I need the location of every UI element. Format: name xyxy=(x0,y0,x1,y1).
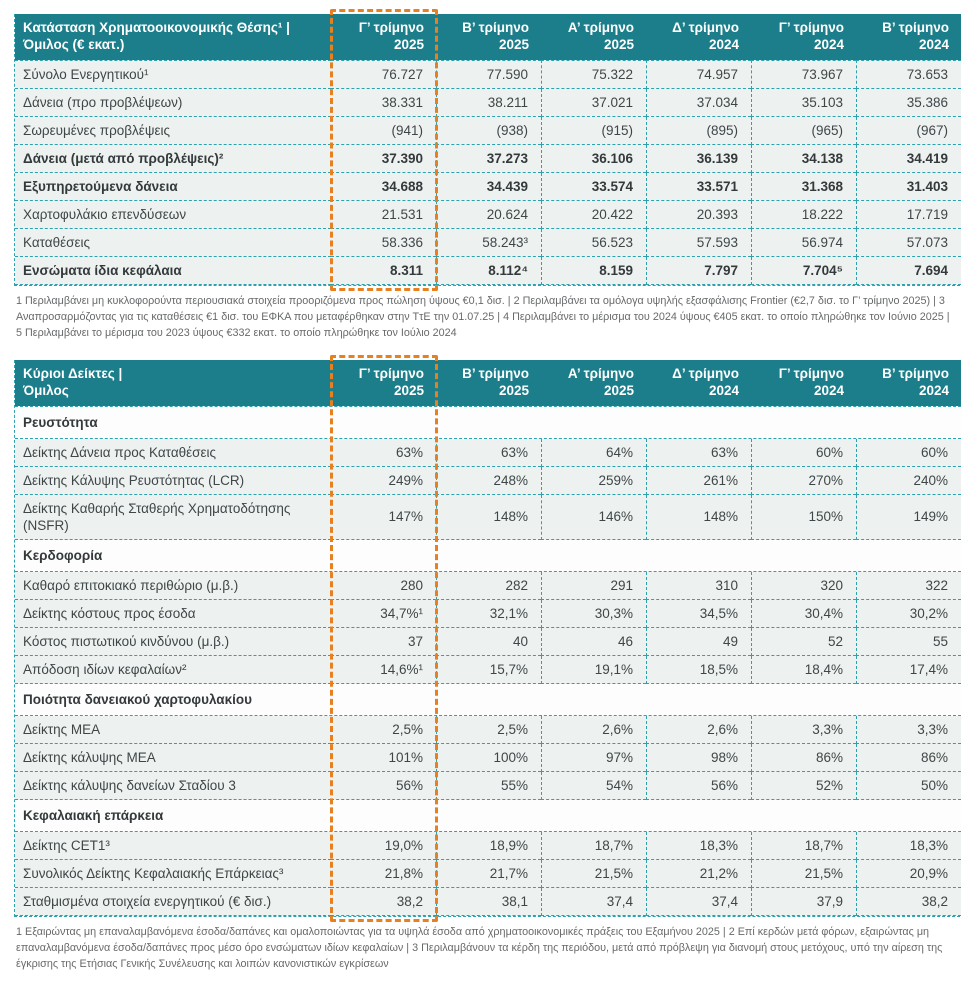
table-row xyxy=(15,117,961,145)
section-row xyxy=(15,540,961,572)
value-cell: 270% xyxy=(751,467,856,495)
table-row xyxy=(15,572,961,600)
value-cell: 147% xyxy=(331,495,436,540)
row-label: Δάνεια (προ προβλέψεων) xyxy=(15,89,331,117)
column-period: Β’ τρίμηνο xyxy=(462,365,529,381)
table-title-line1: Κατάσταση Χρηματοοικονομικής Θέσης¹ | xyxy=(23,20,290,35)
value-cell: (965) xyxy=(751,117,856,145)
value-cell: 38.331 xyxy=(331,89,436,117)
table-row xyxy=(15,860,961,888)
table-row xyxy=(15,439,961,467)
column-header xyxy=(541,360,646,406)
value-cell: 240% xyxy=(856,467,961,495)
value-cell: 49 xyxy=(646,628,751,656)
table-header xyxy=(15,14,961,60)
value-cell: 54% xyxy=(541,772,646,800)
row-label: Δείκτης CET1³ xyxy=(15,832,331,860)
value-cell: (967) xyxy=(856,117,961,145)
row-label: Δείκτης ΜΕΑ xyxy=(15,716,331,744)
value-cell: 2,6% xyxy=(646,716,751,744)
column-year: 2025 xyxy=(603,382,634,398)
column-period: Α’ τρίμηνο xyxy=(567,365,634,381)
column-header xyxy=(646,360,751,406)
value-cell: 97% xyxy=(541,744,646,772)
value-cell: 55 xyxy=(856,628,961,656)
value-cell: 64% xyxy=(541,439,646,467)
value-cell: 2,5% xyxy=(331,716,436,744)
value-cell: 261% xyxy=(646,467,751,495)
column-period: Γ’ τρίμηνο xyxy=(358,365,424,381)
column-year: 2024 xyxy=(813,382,844,398)
value-cell: 17,4% xyxy=(856,656,961,684)
value-cell: 18,5% xyxy=(646,656,751,684)
value-cell: 20.422 xyxy=(541,201,646,229)
column-period: Δ’ τρίμηνο xyxy=(672,20,739,35)
header-row xyxy=(15,360,961,406)
value-cell: 34,7%¹ xyxy=(331,600,436,628)
column-year: 2025 xyxy=(498,382,529,398)
table-row xyxy=(15,89,961,117)
section-row xyxy=(15,800,961,832)
value-cell: 2,5% xyxy=(436,716,541,744)
row-label: Δείκτης Δάνεια προς Καταθέσεις xyxy=(15,439,331,467)
table-row xyxy=(15,173,961,201)
value-cell: 282 xyxy=(436,572,541,600)
value-cell: 37.021 xyxy=(541,89,646,117)
value-cell: 21,2% xyxy=(646,860,751,888)
value-cell: 2,6% xyxy=(541,716,646,744)
key-ratios-grid xyxy=(15,360,961,916)
value-cell: 37 xyxy=(331,628,436,656)
column-year: 2024 xyxy=(708,37,739,52)
value-cell: 20.393 xyxy=(646,201,751,229)
column-period: Δ’ τρίμηνο xyxy=(672,365,739,381)
value-cell: 100% xyxy=(436,744,541,772)
row-label: Συνολικός Δείκτης Κεφαλαιακής Επάρκειας³ xyxy=(15,860,331,888)
value-cell: 52% xyxy=(751,772,856,800)
value-cell: 52 xyxy=(751,628,856,656)
value-cell: 77.590 xyxy=(436,60,541,89)
value-cell: 37,9 xyxy=(751,888,856,916)
table-row xyxy=(15,656,961,684)
value-cell: 63% xyxy=(331,439,436,467)
value-cell: 35.103 xyxy=(751,89,856,117)
financial-position-section xyxy=(14,14,960,342)
table-row xyxy=(15,229,961,257)
table-row xyxy=(15,628,961,656)
financial-position-grid xyxy=(15,14,961,285)
value-cell: 73.967 xyxy=(751,60,856,89)
value-cell: 320 xyxy=(751,572,856,600)
value-cell: 17.719 xyxy=(856,201,961,229)
key-ratios-section xyxy=(14,360,960,973)
value-cell: 101% xyxy=(331,744,436,772)
value-cell: 7.797 xyxy=(646,257,751,285)
value-cell: 32,1% xyxy=(436,600,541,628)
value-cell: 30,3% xyxy=(541,600,646,628)
value-cell: 30,4% xyxy=(751,600,856,628)
value-cell: 86% xyxy=(856,744,961,772)
value-cell: 20.624 xyxy=(436,201,541,229)
column-period: Β’ τρίμηνο xyxy=(882,365,949,381)
value-cell: 75.322 xyxy=(541,60,646,89)
financial-position-footnote: 1 Περιλαμβάνει μη κυκλοφορούντα περιουσιακά στοιχεία προοριζόμενα προς πώληση ύψους €0,1 δισ. | 2 Περιλαμβάνει τα ομόλογα υψηλής εξασφάλισης Frontier (€2,7 δισ. το Γ’ τρίμηνο 2025) | 3 Αναπροσαρμόζοντας για τις καταθέσεις €1 δισ. του ΕΦΚΑ που μεταφέρθηκαν στην ΤτΕ την 01.07.25 | 4 Περιλαμβάνει το μέρισμα του 2024 ύψους €405 εκατ. το οποίο πληρώθηκε τον Ιούνιο 2025 | 5 Περιλαμβάνει το μέρισμα του 2023 ύψους €332 εκατ. το οποίο πληρώθηκε τον Ιούλιο 2024 xyxy=(16,295,950,340)
value-cell: 30,2% xyxy=(856,600,961,628)
column-year: 2024 xyxy=(918,382,949,398)
value-cell: 50% xyxy=(856,772,961,800)
column-header xyxy=(436,360,541,406)
value-cell: 310 xyxy=(646,572,751,600)
value-cell: 291 xyxy=(541,572,646,600)
row-label: Καθαρό επιτοκιακό περιθώριο (μ.β.) xyxy=(15,572,331,600)
value-cell: 58.336 xyxy=(331,229,436,257)
value-cell: 56.523 xyxy=(541,229,646,257)
row-label: Δείκτης κόστους προς έσοδα xyxy=(15,600,331,628)
value-cell: 57.073 xyxy=(856,229,961,257)
value-cell: (938) xyxy=(436,117,541,145)
value-cell: 150% xyxy=(751,495,856,540)
value-cell: 18,3% xyxy=(856,832,961,860)
column-year: 2025 xyxy=(393,37,424,52)
value-cell: 37,4 xyxy=(646,888,751,916)
value-cell: 259% xyxy=(541,467,646,495)
value-cell: 38,2 xyxy=(856,888,961,916)
value-cell: 76.727 xyxy=(331,60,436,89)
value-cell: 34,5% xyxy=(646,600,751,628)
value-cell: 34.138 xyxy=(751,145,856,173)
row-label: Δείκτης κάλυψης ΜΕΑ xyxy=(15,744,331,772)
row-label: Κόστος πιστωτικού κινδύνου (μ.β.) xyxy=(15,628,331,656)
row-label: Σωρευμένες προβλέψεις xyxy=(15,117,331,145)
table-title-line2: Όμιλος (€ εκατ.) xyxy=(23,37,125,52)
section-row xyxy=(15,684,961,716)
value-cell: 56% xyxy=(646,772,751,800)
row-label: Απόδοση ιδίων κεφαλαίων² xyxy=(15,656,331,684)
value-cell: 35.386 xyxy=(856,89,961,117)
column-header xyxy=(856,360,961,406)
column-year: 2024 xyxy=(813,37,844,52)
value-cell: 7.704⁵ xyxy=(751,257,856,285)
table-row xyxy=(15,467,961,495)
column-header xyxy=(751,14,856,60)
value-cell: 146% xyxy=(541,495,646,540)
table-row xyxy=(15,772,961,800)
table-row xyxy=(15,145,961,173)
value-cell: (915) xyxy=(541,117,646,145)
value-cell: 3,3% xyxy=(856,716,961,744)
value-cell: 60% xyxy=(856,439,961,467)
value-cell: 56% xyxy=(331,772,436,800)
table-body xyxy=(15,406,961,916)
table-row xyxy=(15,600,961,628)
column-header xyxy=(331,360,436,406)
table-row xyxy=(15,716,961,744)
row-label: Καταθέσεις xyxy=(15,229,331,257)
key-ratios-footnote: 1 Εξαιρώντας μη επαναλαμβανόμενα έσοδα/δαπάνες και ομαλοποιώντας για τα υψηλά έσοδα από χρηματοοικονομικές πράξεις του Εξαμήνου 2025 | 2 Επί κερδών μετά φόρων, εξαιρώντας μη επαναλαμβανόμενα έσοδα/δαπάνες προς μέσο όρο ενσώματων ιδίων κεφαλαίων | 3 Περιλαμβάνουν τα κέρδη της περιόδου, μετά από πρόβλεψη για διανομή στους μετόχους, υπό την αίρεση της έγκρισης της Ετήσιας Γενικής Συνέλευσης και λοιπών κανονιστικών εγκρίσεων xyxy=(16,925,943,970)
row-label: Δείκτης κάλυψης δανείων Σταδίου 3 xyxy=(15,772,331,800)
value-cell: 248% xyxy=(436,467,541,495)
value-cell: 34.419 xyxy=(856,145,961,173)
table-title xyxy=(15,360,331,406)
value-cell: 21,8% xyxy=(331,860,436,888)
table-body xyxy=(15,60,961,285)
value-cell: 18,7% xyxy=(751,832,856,860)
value-cell: (895) xyxy=(646,117,751,145)
row-label: Δείκτης Κάλυψης Ρευστότητας (LCR) xyxy=(15,467,331,495)
value-cell: 74.957 xyxy=(646,60,751,89)
value-cell: 56.974 xyxy=(751,229,856,257)
value-cell: 14,6%¹ xyxy=(331,656,436,684)
table-row xyxy=(15,201,961,229)
value-cell: 98% xyxy=(646,744,751,772)
value-cell: 3,3% xyxy=(751,716,856,744)
value-cell: 37.273 xyxy=(436,145,541,173)
table-header xyxy=(15,360,961,406)
value-cell: 37.034 xyxy=(646,89,751,117)
table-row xyxy=(15,888,961,916)
key-ratios-table xyxy=(14,360,960,917)
table-row xyxy=(15,744,961,772)
column-header xyxy=(331,14,436,60)
value-cell: 21,7% xyxy=(436,860,541,888)
value-cell: 55% xyxy=(436,772,541,800)
row-label: Δείκτης Καθαρής Σταθερής Χρηματοδότησης (NSFR) xyxy=(15,495,331,540)
header-row xyxy=(15,14,961,60)
column-period: Β’ τρίμηνο xyxy=(882,20,949,35)
value-cell: 148% xyxy=(436,495,541,540)
column-year: 2024 xyxy=(708,382,739,398)
value-cell: 36.106 xyxy=(541,145,646,173)
value-cell: 8.112⁴ xyxy=(436,257,541,285)
value-cell: 63% xyxy=(646,439,751,467)
value-cell: 38,2 xyxy=(331,888,436,916)
value-cell: 7.694 xyxy=(856,257,961,285)
value-cell: 33.571 xyxy=(646,173,751,201)
value-cell: 18.222 xyxy=(751,201,856,229)
value-cell: 38.211 xyxy=(436,89,541,117)
value-cell: 36.139 xyxy=(646,145,751,173)
section-label: Ποιότητα δανειακού χαρτοφυλακίου xyxy=(15,684,961,716)
value-cell: 322 xyxy=(856,572,961,600)
column-year: 2025 xyxy=(603,37,634,52)
value-cell: 57.593 xyxy=(646,229,751,257)
column-header xyxy=(646,14,751,60)
value-cell: 58.243³ xyxy=(436,229,541,257)
section-label: Ρευστότητα xyxy=(15,406,961,439)
value-cell: 34.439 xyxy=(436,173,541,201)
column-header xyxy=(856,14,961,60)
value-cell: 148% xyxy=(646,495,751,540)
value-cell: 249% xyxy=(331,467,436,495)
table-row xyxy=(15,832,961,860)
column-header xyxy=(436,14,541,60)
table-title-line2: Όμιλος xyxy=(23,382,69,398)
value-cell: 21.531 xyxy=(331,201,436,229)
row-label: Σύνολο Ενεργητικού¹ xyxy=(15,60,331,89)
value-cell: 63% xyxy=(436,439,541,467)
section-label: Κερδοφορία xyxy=(15,540,961,572)
column-year: 2025 xyxy=(393,382,424,398)
value-cell: 19,0% xyxy=(331,832,436,860)
table-row xyxy=(15,60,961,89)
row-label: Δάνεια (μετά από προβλέψεις)² xyxy=(15,145,331,173)
value-cell: 38,1 xyxy=(436,888,541,916)
column-period: Γ’ τρίμηνο xyxy=(778,20,844,35)
value-cell: 31.368 xyxy=(751,173,856,201)
value-cell: 37.390 xyxy=(331,145,436,173)
value-cell: 46 xyxy=(541,628,646,656)
value-cell: 18,4% xyxy=(751,656,856,684)
value-cell: 21,5% xyxy=(541,860,646,888)
value-cell: 31.403 xyxy=(856,173,961,201)
value-cell: 21,5% xyxy=(751,860,856,888)
column-period: Α’ τρίμηνο xyxy=(567,20,634,35)
column-header xyxy=(751,360,856,406)
value-cell: 18,3% xyxy=(646,832,751,860)
column-period: Γ’ τρίμηνο xyxy=(778,365,844,381)
value-cell: 40 xyxy=(436,628,541,656)
value-cell: 280 xyxy=(331,572,436,600)
row-label: Ενσώματα ίδια κεφάλαια xyxy=(15,257,331,285)
value-cell: 149% xyxy=(856,495,961,540)
value-cell: 60% xyxy=(751,439,856,467)
value-cell: 37,4 xyxy=(541,888,646,916)
column-period: Γ’ τρίμηνο xyxy=(358,20,424,35)
value-cell: 33.574 xyxy=(541,173,646,201)
column-year: 2024 xyxy=(918,37,949,52)
financial-position-table xyxy=(14,14,960,286)
row-label: Εξυπηρετούμενα δάνεια xyxy=(15,173,331,201)
section-row xyxy=(15,406,961,439)
row-label: Σταθμισμένα στοιχεία ενεργητικού (€ δισ.) xyxy=(15,888,331,916)
column-period: Β’ τρίμηνο xyxy=(462,20,529,35)
column-header xyxy=(541,14,646,60)
value-cell: 15,7% xyxy=(436,656,541,684)
value-cell: 18,9% xyxy=(436,832,541,860)
column-year: 2025 xyxy=(498,37,529,52)
table-row xyxy=(15,257,961,285)
value-cell: 34.688 xyxy=(331,173,436,201)
row-label: Χαρτοφυλάκιο επενδύσεων xyxy=(15,201,331,229)
table-title-line1: Κύριοι Δείκτες | xyxy=(23,365,123,381)
value-cell: (941) xyxy=(331,117,436,145)
section-label: Κεφαλαιακή επάρκεια xyxy=(15,800,961,832)
value-cell: 86% xyxy=(751,744,856,772)
value-cell: 8.311 xyxy=(331,257,436,285)
value-cell: 19,1% xyxy=(541,656,646,684)
table-title xyxy=(15,14,331,60)
value-cell: 20,9% xyxy=(856,860,961,888)
value-cell: 73.653 xyxy=(856,60,961,89)
table-row xyxy=(15,495,961,540)
value-cell: 18,7% xyxy=(541,832,646,860)
value-cell: 8.159 xyxy=(541,257,646,285)
